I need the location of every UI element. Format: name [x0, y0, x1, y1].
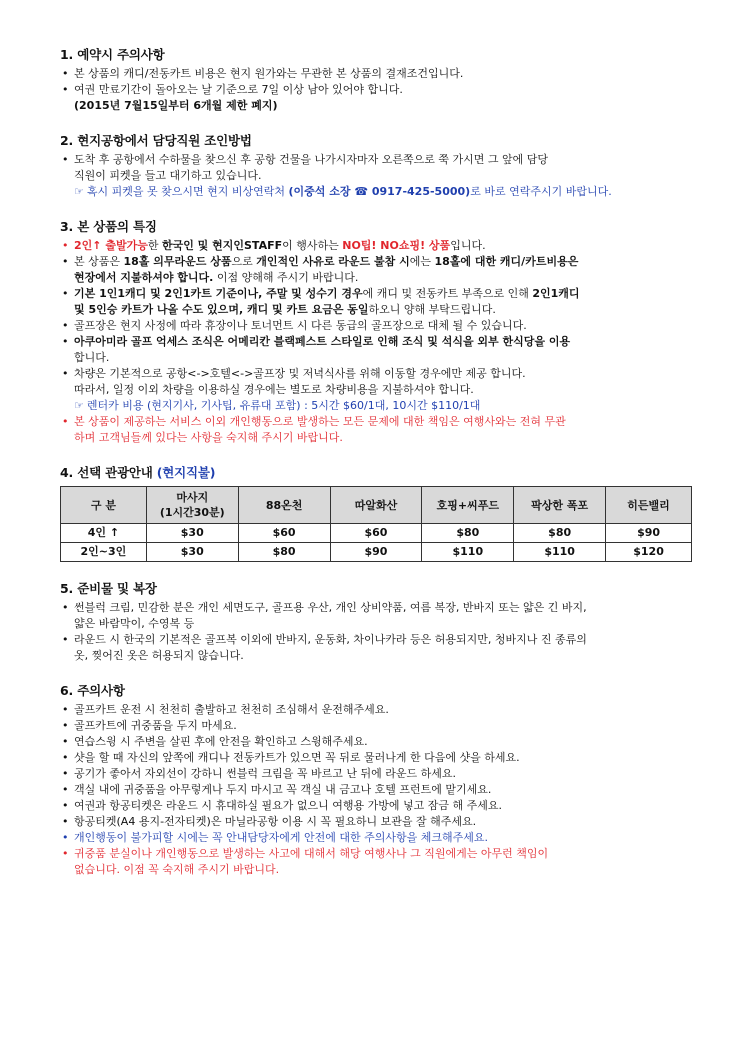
table-cell: $90 [330, 543, 422, 562]
table-cell: 2인~3인 [61, 543, 147, 562]
list-item: • 여권과 항공티켓은 라운드 시 휴대하실 필요가 없으니 여행용 가방에 넣고 잠금 해 주세요. [60, 798, 692, 814]
column-header: 히든밸리 [606, 487, 692, 524]
list-item [60, 846, 692, 878]
section-title: 2. 현지공항에서 담당직원 조인방법 [60, 133, 252, 148]
emergency-contact-note [60, 184, 692, 200]
title-text: 4. 선택 관광안내 [60, 465, 157, 480]
list-item: • 연습스윙 시 주변을 살핀 후에 안전을 확인하고 스윙해주세요. [60, 734, 692, 750]
pointing-hand-icon: ☞ [74, 185, 84, 198]
rental-car-note [60, 398, 692, 414]
table-cell: $80 [514, 524, 606, 543]
pointing-hand-icon: ☞ [74, 399, 84, 412]
emergency-contact: (이중석 소장 ☎ 0917-425-5000) [288, 185, 471, 198]
text-run: 및 5인승 카트가 나올 수도 있으며, 캐디 및 카트 요금은 동일 [74, 303, 369, 316]
list-item [60, 334, 692, 366]
list-item [60, 632, 692, 664]
text-line: 본 상품이 제공하는 서비스 이외 개인행동으로 발생하는 모든 문제에 대한 책임은 여행사와는 전혀 무관 [74, 415, 566, 428]
list-item: • 여권 만료기간이 돌아오는 날 기준으로 7일 이상 남아 있어야 합니다. [60, 82, 692, 98]
text-line: 라운드 시 한국의 기본적은 골프복 이외에 반바지, 운동화, 차이나카라 등은 허용되지만, 청바지나 진 종류의 [74, 633, 587, 646]
bullet-list [60, 414, 692, 446]
list-item: • 본 상품의 캐디/전동카트 비용은 현지 원가와는 무관한 본 상품의 결재조건입니다. [60, 66, 692, 82]
list-item [60, 600, 692, 632]
column-header: 따알화산 [330, 487, 422, 524]
table-cell: $60 [238, 524, 330, 543]
text-run: 이점 양해해 주시기 바랍니다. [213, 271, 359, 284]
text-run: 에 캐디 및 전동카트 부족으로 인해 [362, 287, 533, 300]
section-title: 1. 예약시 주의사항 [60, 47, 165, 62]
title-highlight: (현지직불) [156, 465, 216, 480]
note-text: 로 바로 연락주시기 바랍니다. [470, 185, 612, 198]
list-item: • 골프장은 현지 사정에 따라 휴장이나 토너먼트 시 다른 동급의 골프장으로 대체 될 수 있습니다. [60, 318, 692, 334]
column-header: 팍상한 폭포 [514, 487, 606, 524]
table-cell: $110 [422, 543, 514, 562]
bullet-list [60, 152, 692, 184]
section-title: 6. 주의사항 [60, 683, 125, 698]
note-text: 렌터카 비용 (현지기사, 기사팁, 유류대 포함) : 5시간 $60/1대, 10시간 $110/1대 [86, 399, 481, 412]
header-text: 마사지 [176, 491, 209, 504]
list-item [60, 152, 692, 184]
text-run: 아쿠아미라 골프 억세스 조식은 [74, 335, 228, 348]
text-run: 2인1캐디 [532, 287, 580, 300]
text-run: 개인적인 사유로 라운드 불참 시 [256, 255, 410, 268]
document-page [60, 46, 692, 896]
text-run: NO팁! NO쇼핑! 상품 [342, 239, 451, 252]
section-title: 3. 본 상품의 특징 [60, 219, 157, 234]
table-row [61, 524, 692, 543]
text-line: 도착 후 공항에서 수하물을 찾으신 후 공항 건물을 나가시자마자 오른쪽으로 쭉 가시면 그 앞에 담당 [74, 153, 548, 166]
text-run: 합니다. [74, 351, 110, 364]
table-row [61, 543, 692, 562]
text-line: 썬블럭 크림, 민감한 분은 개인 세면도구, 골프용 우산, 개인 상비약품, 여름 복장, 반바지 또는 얇은 긴 바지, [74, 601, 587, 614]
list-item: • 공기가 좋아서 자외선이 강하니 썬블럭 크림을 꼭 바르고 난 뒤에 라운드 하세요. [60, 766, 692, 782]
text-run: 2인↑ 출발가능 [74, 239, 148, 252]
list-item: • 골프카트에 귀중품을 두지 마세요. [60, 718, 692, 734]
table-cell: $120 [606, 543, 692, 562]
text-run: 현장에서 지불하셔야 합니다. [74, 271, 214, 284]
list-item: • 객실 내에 귀중품을 아무렇게나 두지 마시고 꼭 객실 내 금고나 호텔 프런트에 맡기세요. [60, 782, 692, 798]
list-item [60, 254, 692, 286]
section-cautions [60, 682, 692, 878]
optional-tour-price-table [60, 486, 692, 562]
section-product-features [60, 218, 692, 446]
text-run: 어메리칸 블랙페스트 스타일 [227, 335, 363, 348]
table-cell: $80 [422, 524, 514, 543]
text-run: 이 행사하는 [282, 239, 343, 252]
column-header [146, 487, 238, 524]
list-item: • 항공티켓(A4 용지-전자티켓)은 마닐라공항 이용 시 꼭 필요하니 보관을 잘 해주세요. [60, 814, 692, 830]
list-item [60, 238, 692, 254]
text-run: 18홀 의무라운드 상품 [123, 255, 232, 268]
bullet-list [60, 238, 692, 398]
text-run: 기본 1인1캐디 및 2인1카트 기준이나, [74, 287, 267, 300]
section-optional-tours [60, 464, 692, 562]
text-line: 차량은 기본적으로 공항<->호텔<->골프장 및 저녁식사를 위해 이동할 경우에만 제공 합니다. [74, 367, 526, 380]
list-item [60, 366, 692, 398]
bullet-list [60, 600, 692, 664]
column-header: 호핑+씨푸드 [422, 487, 514, 524]
list-item [60, 286, 692, 318]
section-title [60, 464, 692, 482]
text-line: 직원이 피켓을 들고 대기하고 있습니다. [74, 169, 262, 182]
text-run: 입니다. [450, 239, 486, 252]
table-cell: $110 [514, 543, 606, 562]
header-subtext: (1시간30분) [159, 506, 225, 519]
text-run: 본 상품은 [74, 255, 124, 268]
text-run: 주말 및 성수기 경우 [266, 287, 363, 300]
section-booking-notes [60, 46, 692, 114]
text-line: 옷, 찢어진 옷은 허용되지 않습니다. [74, 649, 244, 662]
text-run: 에는 [409, 255, 435, 268]
table-cell: $90 [606, 524, 692, 543]
section-packing-attire [60, 580, 692, 664]
text-run: 18홀에 대한 캐디/카트비용은 [434, 255, 579, 268]
bullet-list [60, 702, 692, 878]
column-header: 88온천 [238, 487, 330, 524]
column-header: 구 분 [61, 487, 147, 524]
text-line: 귀중품 분실이나 개인행동으로 발생하는 사고에 대해서 해당 여행사나 그 직원에게는 아무런 책임이 [74, 847, 549, 860]
section-title: 5. 준비물 및 복장 [60, 581, 157, 596]
table-cell: $60 [330, 524, 422, 543]
text-run: 한국인 및 현지인STAFF [161, 239, 283, 252]
text-line: 얇은 바람막이, 수영복 등 [74, 617, 195, 630]
table-cell: 4인 ↑ [61, 524, 147, 543]
text-line: 하며 고객님들께 있다는 사항을 숙지해 주시기 바랍니다. [74, 431, 343, 444]
passport-rule-note: (2015년 7월15일부터 6개월 제한 폐지) [74, 99, 278, 112]
text-run: 한 [147, 239, 162, 252]
bullet-list [60, 66, 692, 98]
text-line: 따라서, 일정 이외 차량을 이용하실 경우에는 별도로 차량비용을 지불하셔야 합니다. [74, 383, 474, 396]
list-item: • 샷을 할 때 자신의 앞쪽에 캐디나 전동카트가 있으면 꼭 뒤로 물러나게 한 다음에 샷을 하세요. [60, 750, 692, 766]
list-item: • 골프카트 운전 시 천천히 출발하고 천천히 조심해서 운전해주세요. [60, 702, 692, 718]
text-run: 로 인해 조식 및 석식을 외부 한식당을 이용 [362, 335, 571, 348]
table-cell: $30 [146, 543, 238, 562]
note-text: 혹시 피켓을 못 찾으시면 현지 비상연락처 [86, 185, 289, 198]
text-run: 하오니 양해 부탁드립니다. [368, 303, 496, 316]
table-cell: $80 [238, 543, 330, 562]
section-airport-meeting [60, 132, 692, 200]
text-run: 으로 [231, 255, 257, 268]
list-item: • 개인행동이 불가피할 시에는 꼭 안내담당자에게 안전에 대한 주의사항을 체크해주세요. [60, 830, 692, 846]
table-header-row [61, 487, 692, 524]
list-item [60, 414, 692, 446]
text-line: 없습니다. 이점 꼭 숙지해 주시기 바랍니다. [74, 863, 280, 876]
table-cell: $30 [146, 524, 238, 543]
